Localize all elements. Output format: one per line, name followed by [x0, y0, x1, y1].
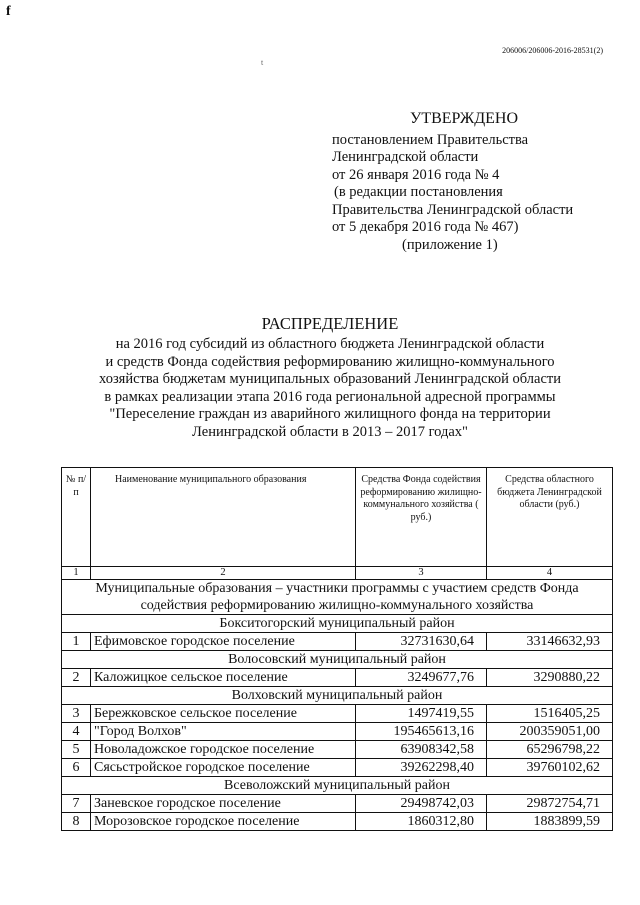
- distribution-table: [61, 467, 613, 831]
- fund-amount: 39262298,40: [356, 759, 487, 777]
- row-number: 6: [62, 759, 91, 777]
- row-number: 2: [62, 669, 91, 687]
- district-row: [62, 615, 613, 633]
- table-row: [62, 705, 613, 723]
- header-fund: Средства Фонда содействия реформированию жилищно-коммунального хозяйства ( руб.): [356, 468, 487, 567]
- table-row: [62, 633, 613, 651]
- district-row: [62, 777, 613, 795]
- row-number: 1: [62, 633, 91, 651]
- fund-amount: 1497419,55: [356, 705, 487, 723]
- municipality-name: Новоладожское городское поселение: [91, 741, 356, 759]
- title-line: "Переселение граждан из аварийного жилищного фонда на территории: [109, 406, 551, 423]
- municipality-name: Морозовское городское поселение: [91, 813, 356, 831]
- group-title-row: [62, 580, 613, 615]
- fund-amount: 32731630,64: [356, 633, 487, 651]
- municipality-name: Заневское городское поселение: [91, 795, 356, 813]
- document-title: РАСПРЕДЕЛЕНИЕ: [261, 314, 399, 333]
- district-row: [62, 687, 613, 705]
- table-row: [62, 723, 613, 741]
- corner-mark: f: [6, 4, 11, 19]
- approval-block: [332, 110, 622, 254]
- regional-amount: 200359051,00: [487, 723, 613, 741]
- municipality-name: Бережковское сельское поселение: [91, 705, 356, 723]
- title-line: в рамках реализации этапа 2016 года региональной адресной программы: [104, 388, 556, 405]
- regional-amount: 3290880,22: [487, 669, 613, 687]
- approval-line: постановлением Правительства: [332, 131, 529, 148]
- approval-heading: УТВЕРЖДЕНО: [410, 110, 519, 127]
- municipality-name: "Город Волхов": [91, 723, 356, 741]
- district-name: Волховский муниципальный район: [62, 687, 613, 705]
- title-line: Ленинградской области в 2013 – 2017 годах": [192, 423, 468, 440]
- regional-amount: 1883899,59: [487, 813, 613, 831]
- title-line: на 2016 год субсидий из областного бюджета Ленинградской области: [115, 336, 545, 352]
- municipality-name: Сясьстройское городское поселение: [91, 759, 356, 777]
- group-title: Муниципальные образования – участники программы с участием средств Фонда содействия реформированию жилищно-коммунального хозяйства: [62, 580, 613, 615]
- municipality-name: Ефимовское городское поселение: [91, 633, 356, 651]
- table-row: [62, 759, 613, 777]
- fund-amount: 29498742,03: [356, 795, 487, 813]
- approval-line: Ленинградской области: [332, 149, 479, 165]
- header-regional: Средства областного бюджета Ленинградской области (руб.): [487, 468, 613, 567]
- regional-amount: 29872754,71: [487, 795, 613, 813]
- table-row: [62, 795, 613, 813]
- document-title-block: [40, 314, 620, 442]
- scan-speck: t: [261, 58, 264, 67]
- fund-amount: 195465613,16: [356, 723, 487, 741]
- header-num: № п/п: [62, 468, 91, 567]
- row-number: 7: [62, 795, 91, 813]
- approval-line: от 5 декабря 2016 года № 467): [332, 219, 519, 235]
- row-number: 5: [62, 741, 91, 759]
- regional-amount: 33146632,93: [487, 633, 613, 651]
- approval-line: (приложение 1): [402, 236, 498, 253]
- header-name: Наименование муниципального образования: [91, 468, 356, 567]
- regional-amount: 1516405,25: [487, 705, 613, 723]
- regional-amount: 39760102,62: [487, 759, 613, 777]
- table-row: [62, 669, 613, 687]
- regional-amount: 65296798,22: [487, 741, 613, 759]
- district-name: Бокситогорский муниципальный район: [62, 615, 613, 633]
- fund-amount: 63908342,58: [356, 741, 487, 759]
- row-number: 3: [62, 705, 91, 723]
- approval-line: Правительства Ленинградской области: [332, 201, 574, 218]
- approval-line: от 26 января 2016 года № 4: [332, 166, 500, 183]
- row-number: 4: [62, 723, 91, 741]
- municipality-name: Каложицкое сельское поселение: [91, 669, 356, 687]
- column-number: 3: [356, 567, 487, 580]
- fund-amount: 1860312,80: [356, 813, 487, 831]
- district-row: [62, 651, 613, 669]
- document-code: 206006/206006-2016-28531(2): [502, 46, 603, 55]
- column-numbers-row: [62, 567, 613, 580]
- table-row: [62, 741, 613, 759]
- title-line: хозяйства бюджетам муниципальных образований Ленинградской области: [99, 371, 561, 388]
- district-name: Всеволожский муниципальный район: [62, 777, 613, 795]
- table-row: [62, 813, 613, 831]
- title-line: и средств Фонда содействия реформированию жилищно-коммунального: [105, 353, 555, 370]
- table-header-row: [62, 468, 613, 567]
- district-name: Волосовский муниципальный район: [62, 651, 613, 669]
- fund-amount: 3249677,76: [356, 669, 487, 687]
- column-number: 1: [62, 567, 91, 580]
- approval-line: (в редакции постановления: [334, 184, 503, 200]
- row-number: 8: [62, 813, 91, 831]
- column-number: 4: [487, 567, 613, 580]
- column-number: 2: [91, 567, 356, 580]
